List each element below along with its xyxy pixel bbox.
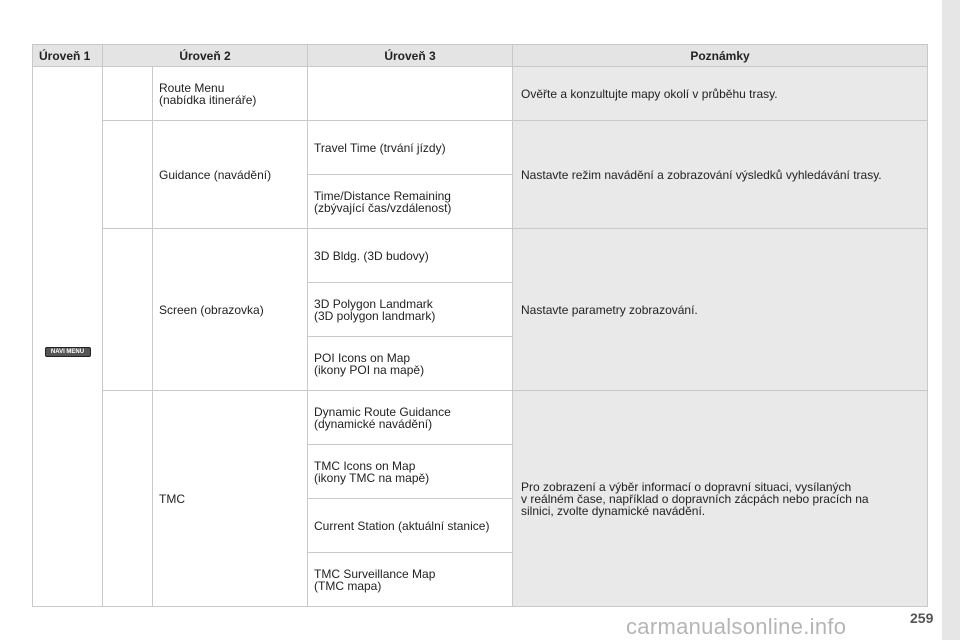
route-menu-translation: (nabídka itineráře): [159, 92, 257, 107]
dynamic-label: Dynamic Route Guidance: [314, 404, 451, 419]
level3-3d-polygon-landmark: [308, 283, 513, 337]
header-level1: Úroveň 1: [33, 45, 103, 67]
watermark: carmanualsonline.info: [626, 614, 847, 639]
level3-travel-time: Travel Time (trvání jízdy): [308, 121, 513, 175]
route-menu-label: Route Menu: [159, 80, 225, 95]
level2-tmc: TMC: [153, 391, 308, 607]
tmc-note-line: silnici, zvolte dynamické navádění.: [521, 503, 706, 518]
tmc-note-line: Pro zobrazení a výběr informací o dopravní situaci, vysílaných: [521, 479, 852, 494]
level1-cell: [33, 67, 103, 607]
navi-menu-button-icon: NAVI MENU: [45, 347, 91, 357]
level3-dynamic-route-guidance: [308, 391, 513, 445]
level3-3d-bldg: 3D Bldg. (3D budovy): [308, 229, 513, 283]
polygon-label: 3D Polygon Landmark: [314, 296, 433, 311]
table-row: [33, 391, 928, 445]
level3-tmc-surveillance-map: [308, 553, 513, 607]
poi-translation: (ikony POI na mapě): [314, 362, 425, 377]
table-header-row: [33, 45, 928, 67]
level2-empty-cell: [103, 67, 153, 121]
header-notes: Poznámky: [513, 45, 928, 67]
level2-screen: Screen (obrazovka): [153, 229, 308, 391]
note-guidance: Nastavte režim navádění a zobrazování výsledků vyhledávání trasy.: [513, 121, 928, 229]
table-row: [33, 67, 928, 121]
note-route-menu: Ověřte a konzultujte mapy okolí v průběhu trasy.: [513, 67, 928, 121]
level3-current-station: Current Station (aktuální stanice): [308, 499, 513, 553]
level2-empty-cell: [103, 229, 153, 391]
page-edge-strip: [942, 0, 960, 640]
level3-empty-cell: [308, 67, 513, 121]
table-row: [33, 229, 928, 283]
poi-label: POI Icons on Map: [314, 350, 411, 365]
navigation-menu-table: [32, 44, 928, 607]
remaining-label: Time/Distance Remaining: [314, 188, 451, 203]
dynamic-translation: (dynamické navádění): [314, 416, 433, 431]
note-screen: Nastavte parametry zobrazování.: [513, 229, 928, 391]
header-level3: Úroveň 3: [308, 45, 513, 67]
level3-tmc-icons: [308, 445, 513, 499]
level3-time-distance-remaining: [308, 175, 513, 229]
header-level2: Úroveň 2: [103, 45, 308, 67]
level2-route-menu: [153, 67, 308, 121]
table-row: [33, 121, 928, 175]
surveillance-label: TMC Surveillance Map: [314, 566, 436, 581]
level2-empty-cell: [103, 121, 153, 229]
level2-empty-cell: [103, 391, 153, 607]
surveillance-translation: (TMC mapa): [314, 578, 382, 593]
level3-poi-icons: [308, 337, 513, 391]
tmc-icons-label: TMC Icons on Map: [314, 458, 416, 473]
remaining-translation: (zbývající čas/vzdálenost): [314, 200, 452, 215]
polygon-translation: (3D polygon landmark): [314, 308, 436, 323]
tmc-note-line: v reálném čase, například o dopravních zácpách nebo pracích na: [521, 491, 869, 506]
note-tmc: [513, 391, 928, 607]
tmc-icons-translation: (ikony TMC na mapě): [314, 470, 430, 485]
level2-guidance: Guidance (navádění): [153, 121, 308, 229]
page-number: 259: [910, 610, 934, 626]
